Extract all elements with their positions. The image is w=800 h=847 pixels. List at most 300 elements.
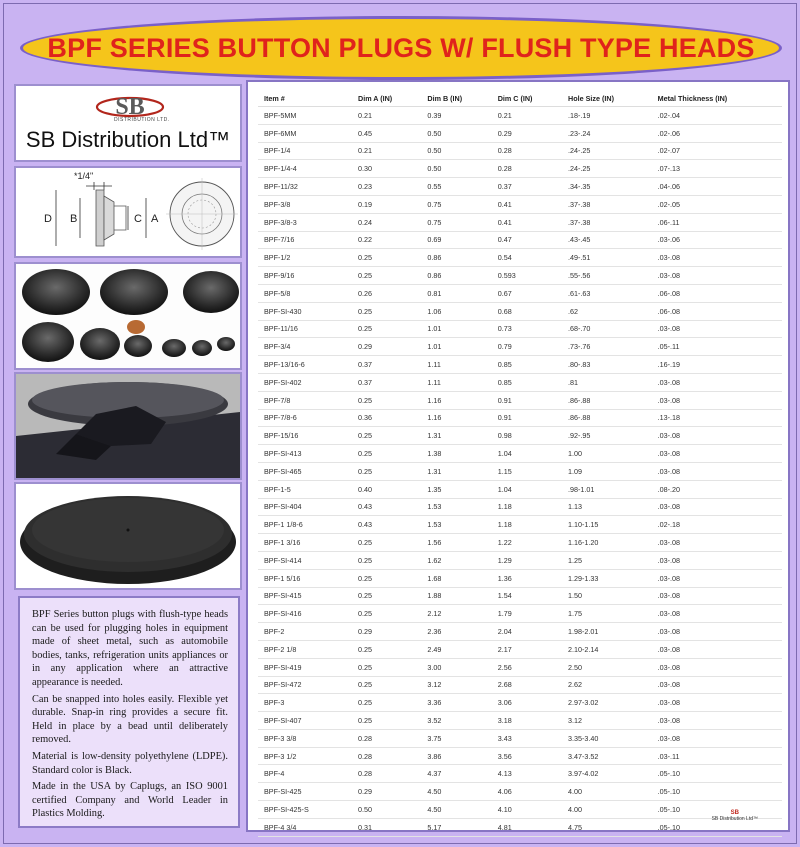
table-cell: 0.25 xyxy=(352,587,421,605)
column-header: Hole Size (IN) xyxy=(562,90,652,107)
title-banner xyxy=(20,16,782,80)
logo-mark-text: SB xyxy=(115,94,145,120)
description-paragraph: Made in the USA by Caplugs, an ISO 9001 certified Company and World Leader in Plastics Molding. xyxy=(32,781,228,820)
table-row xyxy=(258,427,782,445)
table-cell: 1.29-1.33 xyxy=(562,569,652,587)
table-cell: 4.37 xyxy=(421,765,491,783)
table-cell: 1.50 xyxy=(562,587,652,605)
table-row xyxy=(258,320,782,338)
table-cell: 1.00 xyxy=(562,445,652,463)
table-cell: 2.97-3.02 xyxy=(562,694,652,712)
table-cell: .03-.08 xyxy=(652,498,782,516)
table-cell: 0.21 xyxy=(352,142,421,160)
table-cell: 0.25 xyxy=(352,320,421,338)
item-number-cell: BPF-4 3/4 xyxy=(258,818,352,836)
table-cell: 0.50 xyxy=(421,160,491,178)
table-cell: 0.25 xyxy=(352,534,421,552)
table-cell: 2.04 xyxy=(492,623,562,641)
table-cell: 3.06 xyxy=(492,694,562,712)
item-number-cell: BPF-7/8-6 xyxy=(258,409,352,427)
table-cell: 0.68 xyxy=(492,302,562,320)
item-number-cell: BPF-SI-416 xyxy=(258,605,352,623)
table-cell: 1.18 xyxy=(492,498,562,516)
table-cell: .03-.08 xyxy=(652,534,782,552)
table-row xyxy=(258,160,782,178)
table-row xyxy=(258,712,782,730)
item-number-cell: BPF-SI-407 xyxy=(258,712,352,730)
logo-subtitle: DISTRIBUTION LTD. xyxy=(114,117,170,123)
table-cell: 4.50 xyxy=(421,801,491,819)
table-cell: 0.25 xyxy=(352,302,421,320)
table-cell: 0.73 xyxy=(492,320,562,338)
table-cell: 0.54 xyxy=(492,249,562,267)
table-cell: 0.75 xyxy=(421,213,491,231)
table-row xyxy=(258,587,782,605)
description-paragraph: BPF Series button plugs with flush-type heads can be used for plugging holes in equipment made of sheet metal, such as automobile bodies, tanks, refrigeration units appliances or in any application where an attractive appearance is needed. xyxy=(32,609,228,688)
table-row xyxy=(258,569,782,587)
table-cell: 1.16 xyxy=(421,391,491,409)
table-cell: .03-.06 xyxy=(652,231,782,249)
table-cell: .04-.06 xyxy=(652,178,782,196)
table-cell: .49-.51 xyxy=(562,249,652,267)
table-row xyxy=(258,356,782,374)
table-cell: 3.86 xyxy=(421,747,491,765)
table-row xyxy=(258,747,782,765)
table-cell: 2.12 xyxy=(421,605,491,623)
table-row xyxy=(258,534,782,552)
table-cell: 0.41 xyxy=(492,195,562,213)
table-row xyxy=(258,818,782,836)
table-cell: 1.31 xyxy=(421,427,491,445)
item-number-cell: BPF-1-5 xyxy=(258,480,352,498)
table-cell: 0.43 xyxy=(352,498,421,516)
table-row xyxy=(258,783,782,801)
plug-profile-diagram xyxy=(16,168,240,256)
item-number-cell: BPF-1 3/16 xyxy=(258,534,352,552)
table-row xyxy=(258,516,782,534)
item-number-cell: BPF-15/16 xyxy=(258,427,352,445)
table-cell: 0.25 xyxy=(352,640,421,658)
table-row xyxy=(258,124,782,142)
item-number-cell: BPF-2 1/8 xyxy=(258,640,352,658)
table-cell: 1.04 xyxy=(492,480,562,498)
table-cell: 0.29 xyxy=(492,124,562,142)
table-cell: 0.29 xyxy=(352,783,421,801)
table-cell: .03-.08 xyxy=(652,551,782,569)
dim-d-label: D xyxy=(44,213,52,225)
table-row xyxy=(258,409,782,427)
table-cell: 0.69 xyxy=(421,231,491,249)
table-cell: .34-.35 xyxy=(562,178,652,196)
table-row xyxy=(258,676,782,694)
table-cell: 0.19 xyxy=(352,195,421,213)
table-header-row xyxy=(258,90,782,107)
item-number-cell: BPF-SI-402 xyxy=(258,373,352,391)
table-cell: 3.36 xyxy=(421,694,491,712)
table-cell: .37-.38 xyxy=(562,213,652,231)
table-cell: 3.75 xyxy=(421,729,491,747)
table-cell: 0.25 xyxy=(352,694,421,712)
table-cell: .08-.20 xyxy=(652,480,782,498)
column-header: Metal Thickness (IN) xyxy=(652,90,782,107)
table-cell: 0.50 xyxy=(421,124,491,142)
table-cell: 3.18 xyxy=(492,712,562,730)
table-cell: 1.56 xyxy=(421,534,491,552)
table-cell: 0.25 xyxy=(352,712,421,730)
table-cell: 0.25 xyxy=(352,267,421,285)
table-cell: 1.53 xyxy=(421,516,491,534)
table-cell: .03-.08 xyxy=(652,605,782,623)
table-row xyxy=(258,213,782,231)
table-cell: .68-.70 xyxy=(562,320,652,338)
dimension-diagram xyxy=(14,166,242,258)
table-cell: .61-.63 xyxy=(562,284,652,302)
table-cell: 0.36 xyxy=(352,409,421,427)
table-cell: .03-.08 xyxy=(652,640,782,658)
table-cell: .03-.08 xyxy=(652,391,782,409)
item-number-cell: BPF-2 xyxy=(258,623,352,641)
table-cell: 0.43 xyxy=(352,516,421,534)
dim-top-label: *1/4" xyxy=(74,171,94,181)
table-cell: 0.21 xyxy=(352,107,421,125)
table-cell: .06-.11 xyxy=(652,213,782,231)
table-row xyxy=(258,605,782,623)
page-title: BPF SERIES BUTTON PLUGS W/ FLUSH TYPE HEADS xyxy=(47,32,755,63)
table-cell: 0.37 xyxy=(352,356,421,374)
item-number-cell: BPF-13/16-6 xyxy=(258,356,352,374)
table-cell: 0.37 xyxy=(352,373,421,391)
table-row xyxy=(258,658,782,676)
item-number-cell: BPF-7/16 xyxy=(258,231,352,249)
column-header: Dim B (IN) xyxy=(421,90,491,107)
table-cell: 1.18 xyxy=(492,516,562,534)
dim-c-label: C xyxy=(134,213,142,225)
table-cell: 1.04 xyxy=(492,445,562,463)
item-number-cell: BPF-3/8-3 xyxy=(258,213,352,231)
table-cell: 1.10-1.15 xyxy=(562,516,652,534)
table-cell: 0.75 xyxy=(421,195,491,213)
table-cell: 2.62 xyxy=(562,676,652,694)
item-number-cell: BPF-SI-430 xyxy=(258,302,352,320)
table-cell: .13-.18 xyxy=(652,409,782,427)
item-number-cell: BPF-SI-425-S xyxy=(258,801,352,819)
table-row xyxy=(258,142,782,160)
table-cell: 2.10-2.14 xyxy=(562,640,652,658)
item-number-cell: BPF-3/8 xyxy=(258,195,352,213)
table-row xyxy=(258,391,782,409)
item-number-cell: BPF-SI-425 xyxy=(258,783,352,801)
footer-logo xyxy=(712,810,758,822)
table-row xyxy=(258,729,782,747)
logo-panel xyxy=(14,84,242,162)
item-number-cell: BPF-SI-419 xyxy=(258,658,352,676)
table-cell: .24-.25 xyxy=(562,142,652,160)
table-cell: .03-.08 xyxy=(652,729,782,747)
item-number-cell: BPF-SI-404 xyxy=(258,498,352,516)
table-cell: .03-.08 xyxy=(652,569,782,587)
table-cell: .02-.04 xyxy=(652,107,782,125)
table-cell: .16-.19 xyxy=(652,356,782,374)
dim-b-label: B xyxy=(70,213,78,225)
table-cell: 1.25 xyxy=(562,551,652,569)
table-cell: 0.25 xyxy=(352,427,421,445)
table-cell: 0.28 xyxy=(352,765,421,783)
table-cell: .23-.24 xyxy=(562,124,652,142)
table-cell: .73-.76 xyxy=(562,338,652,356)
table-cell: 0.86 xyxy=(421,249,491,267)
product-description xyxy=(18,596,240,828)
table-cell: 0.40 xyxy=(352,480,421,498)
item-number-cell: BPF-5MM xyxy=(258,107,352,125)
table-cell: .43-.45 xyxy=(562,231,652,249)
item-number-cell: BPF-1 5/16 xyxy=(258,569,352,587)
table-cell: 0.67 xyxy=(492,284,562,302)
table-cell: 0.25 xyxy=(352,569,421,587)
table-row xyxy=(258,302,782,320)
table-row xyxy=(258,694,782,712)
item-number-cell: BPF-5/8 xyxy=(258,284,352,302)
table-row xyxy=(258,284,782,302)
table-cell: 1.15 xyxy=(492,462,562,480)
table-cell: 0.85 xyxy=(492,356,562,374)
item-number-cell: BPF-SI-415 xyxy=(258,587,352,605)
table-cell: 1.54 xyxy=(492,587,562,605)
table-cell: .37-.38 xyxy=(562,195,652,213)
table-cell: 1.29 xyxy=(492,551,562,569)
table-cell: 1.35 xyxy=(421,480,491,498)
table-cell: .05-.10 xyxy=(652,765,782,783)
item-number-cell: BPF-SI-413 xyxy=(258,445,352,463)
table-cell: .55-.56 xyxy=(562,267,652,285)
table-cell: 1.09 xyxy=(562,462,652,480)
table-row xyxy=(258,462,782,480)
table-cell: .03-.08 xyxy=(652,320,782,338)
table-cell: .80-.83 xyxy=(562,356,652,374)
table-cell: 0.25 xyxy=(352,249,421,267)
description-paragraph: Material is low-density polyethylene (LDPE). Standard color is Black. xyxy=(32,750,228,776)
table-cell: 2.68 xyxy=(492,676,562,694)
item-number-cell: BPF-1/4 xyxy=(258,142,352,160)
table-cell: 0.30 xyxy=(352,160,421,178)
table-cell: 3.56 xyxy=(492,747,562,765)
table-cell: 4.10 xyxy=(492,801,562,819)
table-cell: 0.98 xyxy=(492,427,562,445)
table-row xyxy=(258,249,782,267)
table-cell: 0.28 xyxy=(492,160,562,178)
specifications-panel xyxy=(246,80,790,832)
table-cell: 0.47 xyxy=(492,231,562,249)
table-row xyxy=(258,338,782,356)
table-row xyxy=(258,551,782,569)
table-cell: 0.85 xyxy=(492,373,562,391)
table-cell: 0.29 xyxy=(352,338,421,356)
table-cell: 1.16 xyxy=(421,409,491,427)
item-number-cell: BPF-SI-414 xyxy=(258,551,352,569)
table-body xyxy=(258,107,782,837)
table-cell: 0.91 xyxy=(492,409,562,427)
table-cell: 1.68 xyxy=(421,569,491,587)
table-cell: 1.11 xyxy=(421,373,491,391)
table-cell: 3.12 xyxy=(562,712,652,730)
table-row xyxy=(258,231,782,249)
table-cell: 1.98-2.01 xyxy=(562,623,652,641)
table-cell: 0.81 xyxy=(421,284,491,302)
table-cell: 0.23 xyxy=(352,178,421,196)
item-number-cell: BPF-3 1/2 xyxy=(258,747,352,765)
item-number-cell: BPF-SI-465 xyxy=(258,462,352,480)
table-cell: .92-.95 xyxy=(562,427,652,445)
table-cell: 2.50 xyxy=(562,658,652,676)
table-cell: 3.47-3.52 xyxy=(562,747,652,765)
table-cell: 1.31 xyxy=(421,462,491,480)
table-cell: .02-.06 xyxy=(652,124,782,142)
table-row xyxy=(258,195,782,213)
footer-company-name: SB Distribution Ltd™ xyxy=(711,816,758,822)
table-cell: 1.88 xyxy=(421,587,491,605)
table-cell: 3.12 xyxy=(421,676,491,694)
table-cell: .05-.10 xyxy=(652,818,782,836)
table-cell: 0.25 xyxy=(352,676,421,694)
table-cell: .03-.08 xyxy=(652,462,782,480)
item-number-cell: BPF-9/16 xyxy=(258,267,352,285)
table-cell: 0.28 xyxy=(352,747,421,765)
table-cell: .05-.10 xyxy=(652,801,782,819)
table-cell: .81 xyxy=(562,373,652,391)
item-number-cell: BPF-7/8 xyxy=(258,391,352,409)
table-cell: 0.25 xyxy=(352,391,421,409)
table-row xyxy=(258,498,782,516)
table-cell: .03-.08 xyxy=(652,587,782,605)
item-number-cell: BPF-3 3/8 xyxy=(258,729,352,747)
table-cell: .98-1.01 xyxy=(562,480,652,498)
table-cell: .06-.08 xyxy=(652,302,782,320)
table-cell: 0.79 xyxy=(492,338,562,356)
column-header: Item # xyxy=(258,90,352,107)
table-cell: 0.25 xyxy=(352,445,421,463)
table-cell: 1.62 xyxy=(421,551,491,569)
table-row xyxy=(258,178,782,196)
table-cell: 1.75 xyxy=(562,605,652,623)
table-cell: 0.45 xyxy=(352,124,421,142)
table-cell: 2.56 xyxy=(492,658,562,676)
table-cell: .18-.19 xyxy=(562,107,652,125)
table-cell: 1.11 xyxy=(421,356,491,374)
table-cell: .24-.25 xyxy=(562,160,652,178)
table-cell: 0.37 xyxy=(492,178,562,196)
dim-a-label: A xyxy=(151,213,159,225)
table-cell: 0.55 xyxy=(421,178,491,196)
table-cell: 3.97-4.02 xyxy=(562,765,652,783)
table-cell: .05-.10 xyxy=(652,783,782,801)
table-cell: 0.28 xyxy=(492,142,562,160)
table-cell: .03-.08 xyxy=(652,658,782,676)
table-cell: 3.52 xyxy=(421,712,491,730)
table-cell: 1.22 xyxy=(492,534,562,552)
table-cell: 0.86 xyxy=(421,267,491,285)
table-cell: 0.25 xyxy=(352,551,421,569)
table-cell: .86-.88 xyxy=(562,409,652,427)
table-cell: 0.26 xyxy=(352,284,421,302)
table-cell: .02-.07 xyxy=(652,142,782,160)
table-cell: 1.79 xyxy=(492,605,562,623)
table-cell: 4.00 xyxy=(562,801,652,819)
item-number-cell: BPF-3/4 xyxy=(258,338,352,356)
table-row xyxy=(258,373,782,391)
table-cell: 4.13 xyxy=(492,765,562,783)
table-cell: 4.00 xyxy=(562,783,652,801)
column-header: Dim A (IN) xyxy=(352,90,421,107)
table-row xyxy=(258,801,782,819)
plug-assortment-photo xyxy=(14,262,242,370)
single-plug-photo xyxy=(14,482,242,590)
table-cell: .03-.08 xyxy=(652,267,782,285)
table-cell: .07-.13 xyxy=(652,160,782,178)
item-number-cell: BPF-1/2 xyxy=(258,249,352,267)
table-row xyxy=(258,445,782,463)
column-header: Dim C (IN) xyxy=(492,90,562,107)
table-cell: 3.43 xyxy=(492,729,562,747)
table-cell: 1.01 xyxy=(421,320,491,338)
item-number-cell: BPF-11/16 xyxy=(258,320,352,338)
table-cell: 5.17 xyxy=(421,818,491,836)
table-row xyxy=(258,267,782,285)
table-row xyxy=(258,107,782,125)
table-cell: 3.00 xyxy=(421,658,491,676)
table-cell: 0.29 xyxy=(352,623,421,641)
item-number-cell: BPF-1/4-4 xyxy=(258,160,352,178)
table-cell: 2.49 xyxy=(421,640,491,658)
table-cell: 0.22 xyxy=(352,231,421,249)
table-cell: .03-.11 xyxy=(652,747,782,765)
company-name: SB Distribution Ltd™ xyxy=(25,127,231,152)
table-cell: .03-.08 xyxy=(652,712,782,730)
table-cell: .02-.18 xyxy=(652,516,782,534)
table-cell: 0.21 xyxy=(492,107,562,125)
table-cell: 0.24 xyxy=(352,213,421,231)
table-cell: .03-.08 xyxy=(652,373,782,391)
table-cell: .03-.08 xyxy=(652,427,782,445)
table-cell: .03-.08 xyxy=(652,676,782,694)
installed-plug-photo xyxy=(14,372,242,480)
footer-logo-mark: SB xyxy=(730,810,739,816)
description-paragraph: Can be snapped into holes easily. Flexible yet durable. Snap-in ring provides a secure fit. Held in place by a bead until deliberately removed. xyxy=(32,693,228,746)
table-cell: .62 xyxy=(562,302,652,320)
table-cell: 0.28 xyxy=(352,729,421,747)
item-number-cell: BPF-11/32 xyxy=(258,178,352,196)
item-number-cell: BPF-6MM xyxy=(258,124,352,142)
table-row xyxy=(258,623,782,641)
table-cell: 4.75 xyxy=(562,818,652,836)
table-cell: .03-.08 xyxy=(652,623,782,641)
table-cell: 0.91 xyxy=(492,391,562,409)
table-cell: 4.81 xyxy=(492,818,562,836)
table-cell: .86-.88 xyxy=(562,391,652,409)
table-cell: 0.593 xyxy=(492,267,562,285)
table-cell: 3.35-3.40 xyxy=(562,729,652,747)
table-cell: .03-.08 xyxy=(652,694,782,712)
table-cell: .05-.11 xyxy=(652,338,782,356)
item-number-cell: BPF-4 xyxy=(258,765,352,783)
table-cell: 0.41 xyxy=(492,213,562,231)
table-cell: 4.50 xyxy=(421,783,491,801)
item-number-cell: BPF-1 1/8-6 xyxy=(258,516,352,534)
table-cell: 1.13 xyxy=(562,498,652,516)
table-cell: 0.25 xyxy=(352,658,421,676)
specifications-table xyxy=(258,90,782,837)
table-cell: 2.36 xyxy=(421,623,491,641)
table-cell: .06-.08 xyxy=(652,284,782,302)
table-cell: 4.06 xyxy=(492,783,562,801)
